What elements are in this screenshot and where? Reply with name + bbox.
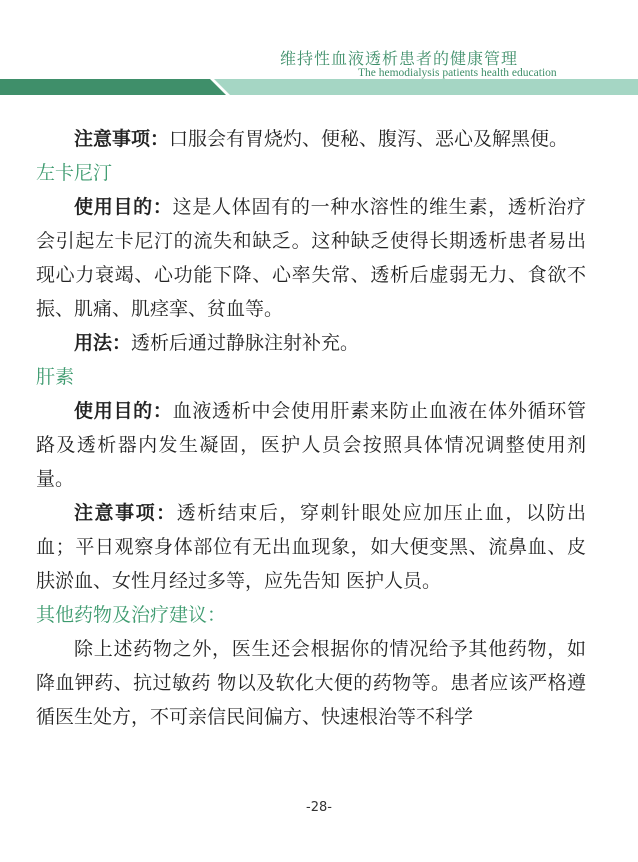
header-subtitle: The hemodialysis patients health education bbox=[358, 67, 557, 79]
paragraph-text: 除上述药物之外，医生还会根据你的情况给予其他药物，如降血钾药、抗过敏药 物以及软化大便的药物等。患者应该严格遵循医生处方，不可亲信民间偏方、快速根治等不科学 bbox=[36, 638, 586, 728]
paragraph-text: 透析后通过静脉注射补充。 bbox=[131, 332, 360, 354]
paragraph-levocarnitine-purpose bbox=[36, 190, 586, 326]
paragraph-heparin-purpose bbox=[36, 394, 586, 496]
paragraph-text: 血液透析中会使用肝素来防止血液在体外循环管路及透析器内发生凝固，医护人员会按照具体情况调整使用剂量。 bbox=[36, 400, 586, 490]
heading-other-drugs: 其他药物及治疗建议： bbox=[36, 604, 227, 626]
paragraph-label: 注意事项： bbox=[74, 128, 170, 150]
page-number: -28- bbox=[306, 800, 332, 815]
paragraph-label: 使用目的： bbox=[74, 196, 173, 218]
paragraph-text: 透析结束后，穿刺针眼处应加压止血，以防出血；平日观察身体部位有无出血现象，如大便变黑、流鼻血、皮肤淤血、女性月经过多等，应先告知 医护人员。 bbox=[36, 502, 586, 592]
header-decorative-band bbox=[0, 79, 638, 95]
paragraph-text: 这是人体固有的一种水溶性的维生素，透析治疗会引起左卡尼汀的流失和缺乏。这种缺乏使得长期透析患者易出现心力衰竭、心功能下降、心率失常、透析后虚弱无力、食欲不振、肌痛、肌痉挛、贫血等。 bbox=[36, 196, 586, 320]
paragraph-heparin-note bbox=[36, 496, 586, 598]
paragraph-text: 口服会有胃烧灼、便秘、腹泻、恶心及解黑便。 bbox=[169, 128, 569, 150]
header-title: 维持性血液透析患者的健康管理 bbox=[280, 49, 519, 68]
heading-heparin: 肝素 bbox=[36, 366, 75, 388]
page-content bbox=[36, 122, 586, 734]
header-band-dark bbox=[0, 79, 226, 95]
paragraph-other-drugs bbox=[36, 632, 586, 734]
paragraph-label: 注意事项： bbox=[74, 502, 177, 524]
header-band-light bbox=[214, 79, 638, 95]
page-header bbox=[0, 0, 638, 100]
paragraph-levocarnitine-usage bbox=[36, 326, 586, 360]
paragraph-oral-iron-note bbox=[36, 122, 586, 156]
heading-levocarnitine: 左卡尼汀 bbox=[36, 162, 113, 184]
paragraph-label: 使用目的： bbox=[74, 400, 173, 422]
paragraph-label: 用法： bbox=[74, 332, 132, 354]
